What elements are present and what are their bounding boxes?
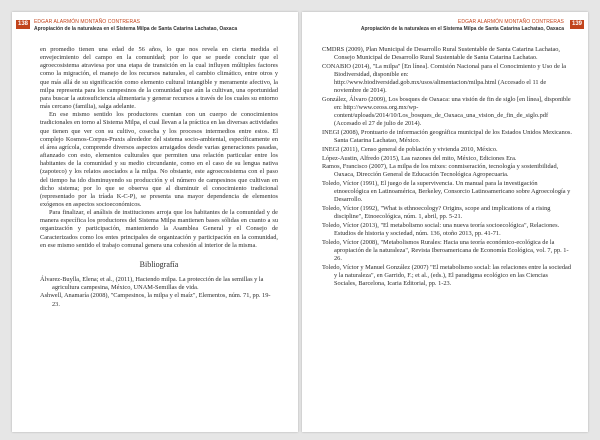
- reference: Toledo, Víctor y Manuel González (2007) "El metabolismo social: las relaciones entre la sociedad y la naturaleza", en Garrido, F.; et al., (eds.), El paradigma ecológico en las Ciencias Sociales, Barcelona, Icaria Editorial, pp. 1-23.: [322, 263, 572, 287]
- page-body: [322, 46, 572, 289]
- section-title: Bibliografía: [139, 259, 179, 269]
- header-author: EDGAR ALARMÓN MONTAÑO CONTRERAS: [457, 19, 564, 25]
- reference: INEGI (2011), Censo general de población y vivienda 2010, México.: [322, 145, 498, 153]
- reference: Toledo, Víctor (1992), "What is ethnoecology? Origins, scope and implications of a rising discipline", Etnoecológica, núm. 1, abril, pp. 5-21.: [322, 204, 551, 221]
- header-title: Apropiación de la naturaleza en el Sistema Milpa de Santa Catarina Lachatao, Oaxaca: [34, 26, 238, 32]
- reference: CONABIO (2014), "La milpa" [En línea]. Comisión Nacional para el Conocimiento y Uso de la Biodiversidad, disponible en: http://www.biodiversidad.gob.mx/usos/alimentacion/milpa.html (Accesado el 11 de noviembre de 2014).: [322, 62, 567, 95]
- reference: Toledo, Víctor (2008), "Metabolismos Rurales: Hacia una teoría económico-ecológica de la apropiación de la naturaleza", Revista Iberoamericana de Economía Ecológica, vol. 7, pp. 1-26.: [322, 238, 569, 262]
- left-page: [12, 12, 298, 432]
- right-page: [302, 12, 588, 432]
- reference: INEGI (2008), Prontuario de información geográfica municipal de los Estados Unidos Mexicanos. Santa Catarina Lachatao, México.: [322, 129, 572, 145]
- paragraph: En ese mismo sentido los productores cuentan con un cuerpo de conocimientos tradicionales en torno al Sistema Milpa, el cual llevan a la práctica en las diversas actividades que tienen que ver con su cultivo, cosecha y los procesos intermedios entre estos. El complejo Kosmos-Corpus-Praxis alrededor del sistema socio-ambiental, específicamente en el área agrícola, comprende diversos aspectos arraigados desde varias generaciones pasadas, afianzado con esto, elementos culturales que permiten una relación particular entre los habitantes de la comunidad y su medio circundante, como en el caso de su lengua nativa (zapoteco) y los relatos asociados a la milpa. No obstante, este agroecosistema con el paso del tiempo ha ido disminuyendo su producción y el número de campesinos que cultivan en dicho sistema; por lo que se observa que al disminuir el conocimiento tradicional (representado por la tríada K-C-P), se presenta una mayor dependencia de elementos exógenos en aspectos socioeconómicos.: [40, 111, 278, 208]
- reference: Toledo, Víctor (2013), "El metabolismo social: una nueva teoría socioecológica", Relaciones. Estudios de historia y sociedad, núm. 136, otoño 2013, pp. 41-71.: [322, 221, 560, 237]
- header-author: EDGAR ALARMÓN MONTAÑO CONTRERAS: [34, 19, 141, 25]
- reference: Ashwell, Anamaría (2008), "Campesinos, la milpa y el maíz", Elementos, núm. 71, pp. 19-23.: [40, 292, 271, 308]
- reference: González, Álvaro (2009), Los bosques de Oaxaca: una visión de fin de siglo [en línea], disponible en: http://www.ceoss.org.mx/wp-content/uploads/2014/10/Los_bosques_de_Oaxaca_una_vision_de_fin_de_siglo.pdf (Accesado el 27 de julio de 2014).: [322, 95, 571, 128]
- page-number: 138: [18, 21, 29, 27]
- paragraph: en promedio tienen una edad de 56 años, lo que nos revela en cierta medida el envejecimiento del campo en la comunidad; por lo que se puede concluir que el agroecosistema atraviesa por una etapa de transición en la cual influyen múltiples factores como la migración, el manejo de los recursos naturales, el cambio climático, entre otros y que más allá de su significación como elemento cultural intangible y meramente afectivo, la milpa representa para los campesinos de la comunidad que aún la cultivan, una oportunidad para buscar la autosuficiencia alimentaria y generar recursos a través de los cuales su entorno más cercano (familia), salga adelante.: [40, 46, 278, 111]
- running-head: [12, 19, 298, 41]
- page-number: 139: [571, 21, 582, 27]
- page-body: [40, 46, 278, 309]
- reference: CMDRS (2009), Plan Municipal de Desarrollo Rural Sustentable de Santa Catarina Lachatao, Consejo Municipal de Desarrollo Rural Sustentable de Santa Catarina Lachatao.: [322, 46, 561, 62]
- header-title: Apropiación de la naturaleza en el Sistema Milpa de Santa Catarina Lachatao, Oaxaca: [360, 26, 564, 32]
- reference: Toledo, Víctor (1991), El juego de la supervivencia. Un manual para la investigación etnoecológica en Latinoamérica, Berkeley, Consorcio Latinoamericano sobre Agroecología y Desarrollo.: [322, 180, 571, 204]
- reference: Álvarez-Buylla, Elena; et al., (2011), Haciendo milpa. La protección de las semillas y la agricultura campesina, México, UNAM-Semillas de vida.: [40, 276, 264, 292]
- reference: López-Austin, Alfredo (2015), Las razones del mito, México, Ediciones Era.: [322, 154, 517, 162]
- running-head: [302, 19, 588, 41]
- reference: Ramos, Francisco (2007), La milpa de los mixes: conmiseración, tecnología y sostenibilidad, Oaxaca, Dirección General de Educación Tecnológica Agropecuaria.: [322, 163, 559, 179]
- paragraph: Para finalizar, el análisis de instituciones arroja que los habitantes de la comunidad y de manera específica los productores del Sistema Milpa mantienen bases sólidas en cuanto a su organización y participación, manteniendo la Asamblea General y el Consejo de Caracterizados como los entes principales de organización y participación en la comunidad, en ese mismo sentido el trabajo comunal genera una cohesión al interior de la misma.: [40, 209, 278, 249]
